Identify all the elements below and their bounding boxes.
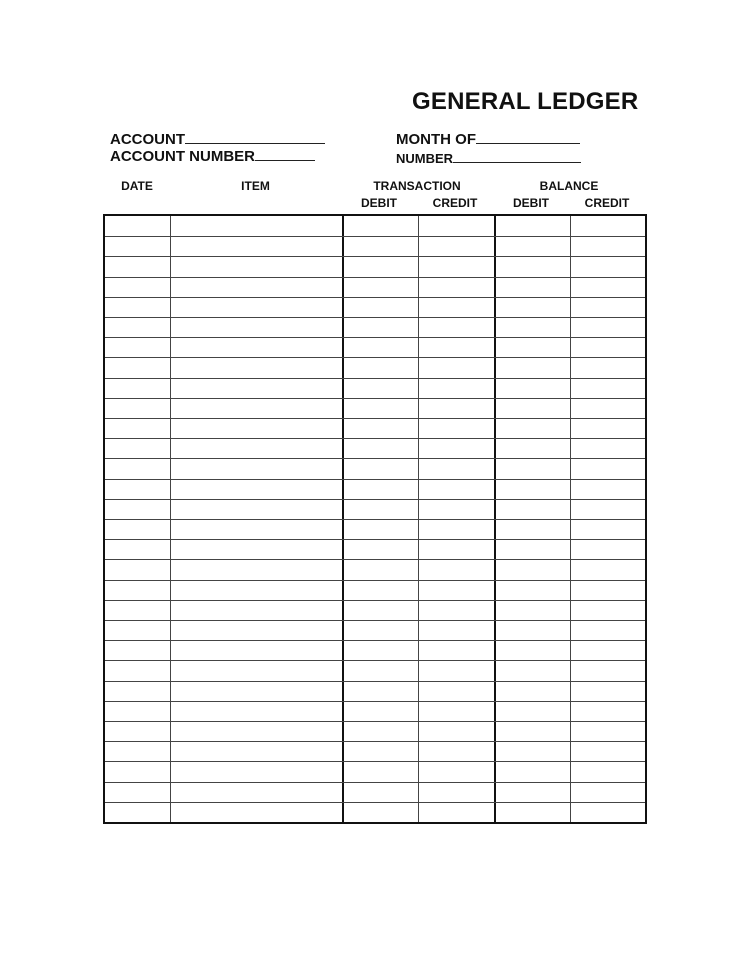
ledger-row-line [105,297,645,298]
ledger-row-line [105,357,645,358]
ledger-row-line [105,782,645,783]
number-field [396,150,581,165]
column-header-item: ITEM [241,179,270,193]
column-header-transaction-debit: DEBIT [361,196,397,210]
ledger-row-line [105,499,645,500]
ledger-row-line [105,458,645,459]
ledger-row-line [105,519,645,520]
account-field [110,131,325,147]
ledger-row-line [105,681,645,682]
ledger-row-line [105,802,645,803]
ledger-row-line [105,317,645,318]
ledger-row-line [105,559,645,560]
account-number-blank-line[interactable] [255,148,315,161]
month-of-blank-line[interactable] [476,131,580,144]
column-header-balance: BALANCE [539,179,599,193]
ledger-title: GENERAL LEDGER [412,88,639,115]
ledger-row-line [105,640,645,641]
ledger-row-line [105,761,645,762]
ledger-row-line [105,741,645,742]
ledger-row-line [105,620,645,621]
account-number-field [110,148,315,164]
column-header-balance-credit: CREDIT [584,196,630,210]
ledger-row-line [105,256,645,257]
ledger-row-line [105,398,645,399]
ledger-row-line [105,438,645,439]
ledger-row-line [105,418,645,419]
column-header-date: DATE [121,179,153,193]
ledger-row-line [105,660,645,661]
account-blank-line[interactable] [185,131,325,144]
ledger-row-line [105,236,645,237]
ledger-row-line [105,701,645,702]
column-header-transaction: TRANSACTION [373,179,461,193]
number-label: NUMBER [396,151,454,166]
column-header-transaction-credit: CREDIT [432,196,478,210]
account-number-label: ACCOUNT NUMBER [110,148,255,165]
ledger-row-line [105,378,645,379]
ledger-row-line [105,580,645,581]
ledger-row-line [105,600,645,601]
ledger-row-line [105,277,645,278]
number-blank-line[interactable] [453,150,581,163]
column-header-balance-debit: DEBIT [513,196,549,210]
month-of-label: MONTH OF [396,131,476,148]
ledger-row-line [105,539,645,540]
ledger-table[interactable] [103,214,647,824]
account-label: ACCOUNT [110,131,185,148]
ledger-row-line [105,337,645,338]
ledger-row-line [105,721,645,722]
month-of-field [396,131,580,147]
ledger-row-line [105,479,645,480]
